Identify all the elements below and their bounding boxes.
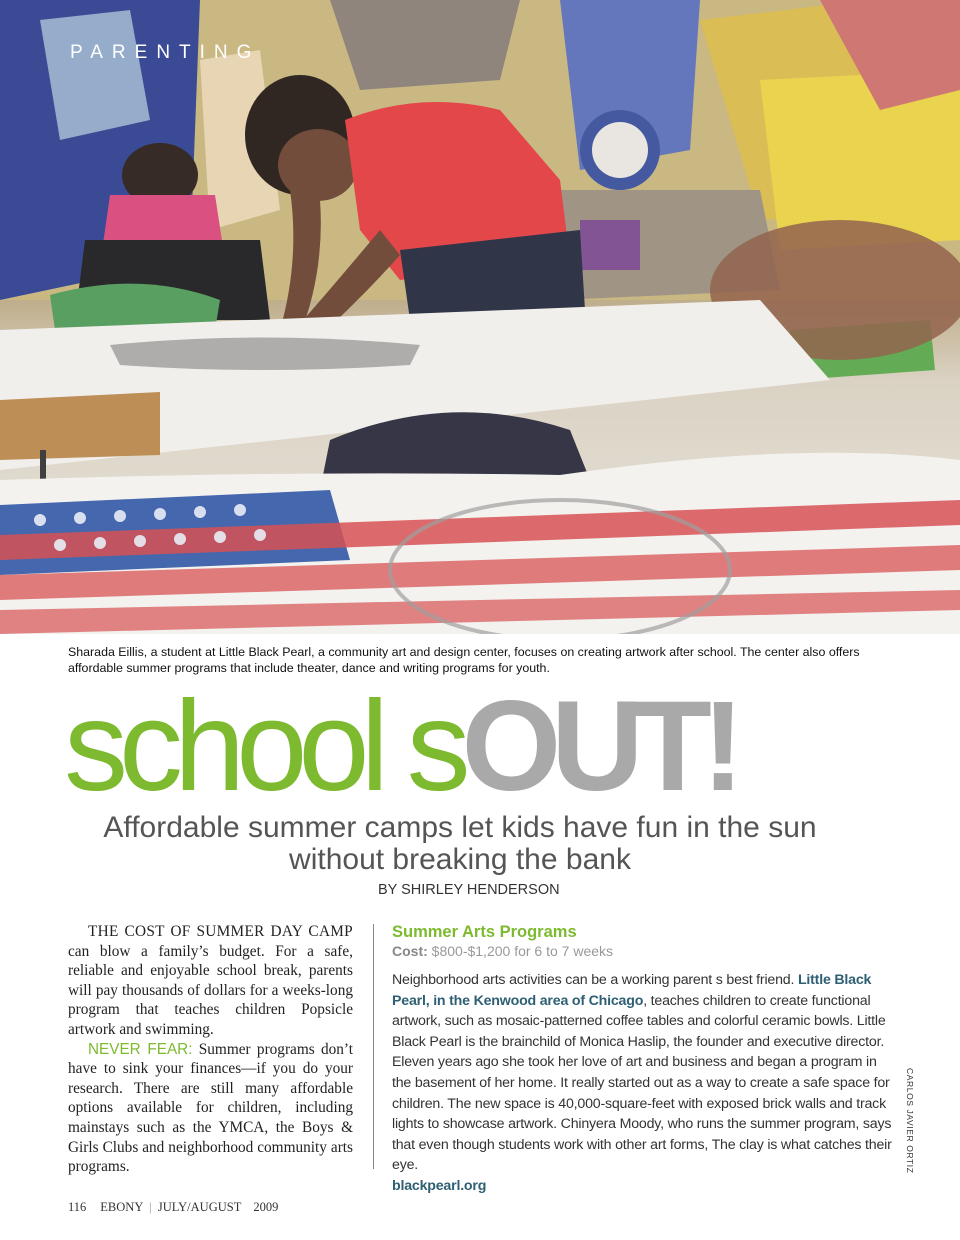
- sidebar-title: Summer Arts Programs: [392, 923, 577, 941]
- sidebar-box: [392, 922, 897, 1196]
- page-footer: [68, 1200, 278, 1215]
- paragraph-2-text: Summer programs don’t have to sink your finances—if you do your research. There are still many affordable options available for children, including mainstays such as the YMCA, the Boys & Girls Clubs and neighborhood community arts programs.: [68, 1040, 353, 1176]
- headline-part-out: OUT!: [461, 675, 735, 818]
- sidebar-body-rest: , teaches children to create functional artwork, such as mosaic-patterned coffee tables and colorful ceramic bowls. Little Black Pearl is the brainchild of Monica Haslip, the founder and executive director. Eleven years ago she took her love of art and business and began a program in the basement of her home. It really started out as a way to create a safe space for children. The new space is 40,000-square-feet with exposed brick walls and track lights to showcase artwork. Chinyera Moody, who runs the summer program, says that even though students work with other art forms, The clay is what catches their eye.: [392, 992, 892, 1174]
- headline: [64, 672, 734, 822]
- article-paragraph-1: [68, 922, 353, 1040]
- sidebar-highlight: Little Black Pearl, in the Kenwood area of Chicago: [392, 972, 872, 1009]
- headline-part-school: school s: [64, 675, 462, 818]
- footer-separator: |: [149, 1200, 152, 1214]
- cost-label: Cost:: [392, 943, 428, 959]
- lead-in: THE COST OF SUMMER DAY CAMP: [88, 923, 353, 940]
- section-label: PARENTING: [70, 42, 261, 63]
- sidebar-cost: [392, 942, 897, 960]
- photo-credit: CARLOS JAVIER ORTIZ: [905, 1068, 915, 1174]
- subheadline: Affordable summer camps let kids have fun in the sun without breaking the bank: [103, 811, 817, 876]
- never-fear-callout: NEVER FEAR:: [88, 1040, 193, 1058]
- sidebar-body-start: Neighborhood arts activities can be a working parent s best friend.: [392, 972, 798, 988]
- column-divider: [373, 924, 374, 1169]
- byline: BY SHIRLEY HENDERSON: [378, 882, 560, 898]
- article-paragraph-2: [68, 1040, 353, 1177]
- cost-value: $800-$1,200 for 6 to 7 weeks: [427, 943, 614, 959]
- issue-year: 2009: [253, 1200, 279, 1214]
- article-body: [68, 922, 353, 1177]
- page-number: 116: [68, 1200, 87, 1214]
- magazine-name: EBONY: [100, 1200, 144, 1214]
- issue-date: JULY/AUGUST: [157, 1200, 242, 1214]
- paragraph-1-text: can blow a family’s budget. For a safe, reliable and enjoyable school break, parents will pay thousands of dollars for a weeks-long program that teaches children Popsicle artwork and swimming.: [68, 942, 353, 1038]
- website-link[interactable]: blackpearl.org: [392, 1177, 487, 1194]
- photo-caption: Sharada Eillis, a student at Little Black Pearl, a community art and design center, focuses on creating artwork after school. The center also offers affordable summer programs that include theater, dance and writing programs for youth.: [68, 645, 860, 675]
- sidebar-body: [392, 970, 897, 1196]
